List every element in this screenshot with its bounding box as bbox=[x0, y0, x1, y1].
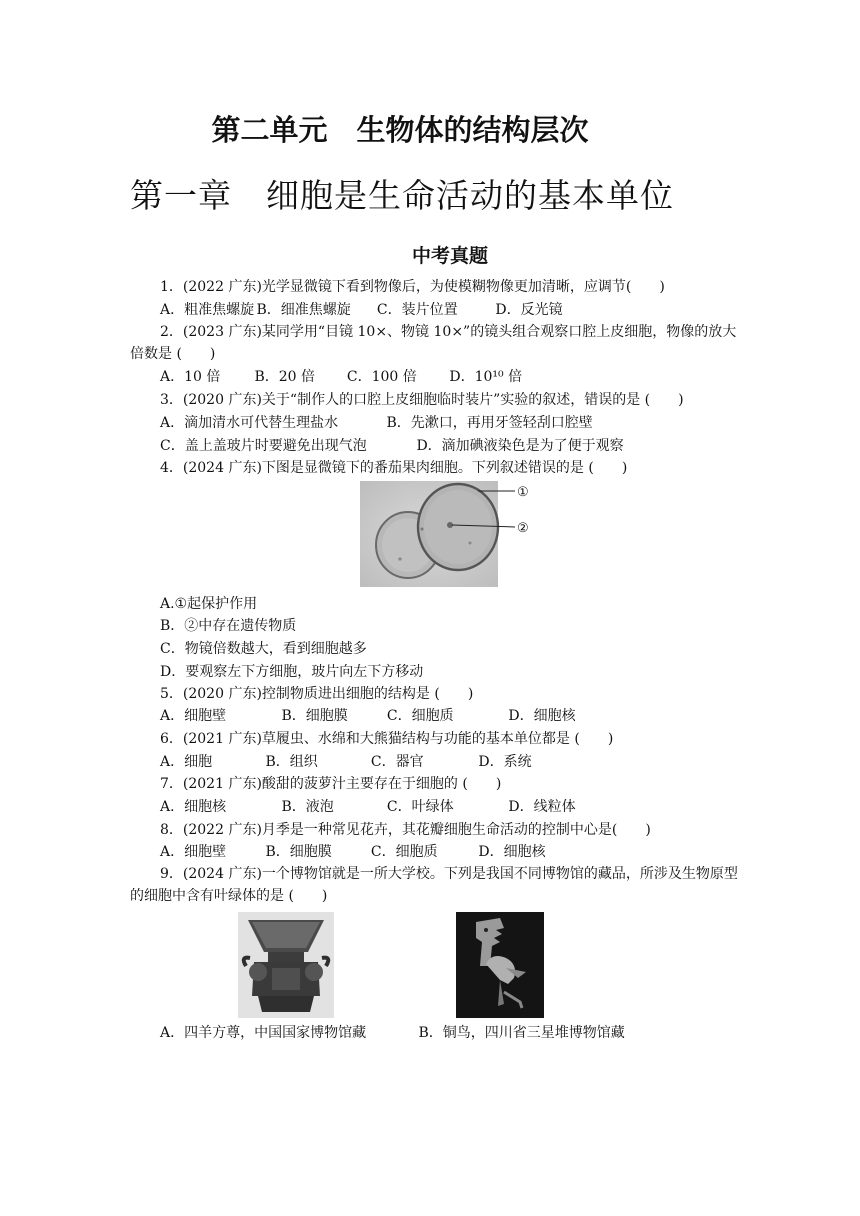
question-1-options bbox=[160, 299, 563, 321]
question-8-options bbox=[160, 841, 546, 863]
chapter-title: 第一章 细胞是生命活动的基本单位 bbox=[130, 176, 674, 215]
option-a: A．滴加清水可代替生理盐水 bbox=[160, 415, 339, 431]
question-3-options-row1 bbox=[160, 412, 593, 434]
question-8-stem: 8．(2022 广东)月季是一种常见花卉，其花瓣细胞生命活动的控制中心是( ) bbox=[160, 822, 651, 838]
question-6-options bbox=[160, 751, 532, 773]
question-5-stem: 5．(2020 广东)控制物质进出细胞的结构是 ( ) bbox=[160, 686, 474, 702]
option-d: D．10¹⁰ 倍 bbox=[449, 369, 523, 385]
option-a: A．细胞核 bbox=[160, 799, 227, 815]
option-c: C．细胞质 bbox=[386, 708, 454, 724]
option-b: B．细胞膜 bbox=[281, 708, 348, 724]
option-a: A．细胞壁 bbox=[160, 708, 227, 724]
question-4-option-a: A.①起保护作用 bbox=[160, 596, 258, 612]
option-d: D．滴加碘液染色是为了便于观察 bbox=[416, 438, 624, 454]
option-a: A．细胞 bbox=[160, 754, 213, 770]
question-7-options bbox=[160, 796, 576, 818]
option-b: B．液泡 bbox=[281, 799, 334, 815]
option-b: B．细准焦螺旋 bbox=[256, 302, 351, 318]
question-5-options bbox=[160, 705, 576, 727]
question-3-stem: 3．(2020 广东)关于“制作人的口腔上皮细胞临时装片”实验的叙述，错误的是 ( ) bbox=[160, 392, 684, 408]
option-b: B．组织 bbox=[265, 754, 318, 770]
question-2-stem: 2．(2023 广东)某同学用“目镜 10×、物镜 10×”的镜头组合观察口腔上皮细胞，物像的放大倍数是 ( ) bbox=[130, 324, 737, 362]
option-b: B．20 倍 bbox=[254, 369, 316, 385]
option-c: C．器官 bbox=[370, 754, 424, 770]
question-9-options bbox=[160, 1022, 625, 1042]
figure-label-1: ① bbox=[517, 485, 529, 500]
option-a: A．粗准焦螺旋 bbox=[160, 302, 255, 318]
question-2-options bbox=[160, 366, 522, 388]
question-4-stem: 4．(2024 广东)下图是显微镜下的番茄果肉细胞。下列叙述错误的是 ( ) bbox=[160, 460, 628, 476]
question-7-stem: 7．(2021 广东)酸甜的菠萝汁主要存在于细胞的 ( ) bbox=[160, 776, 502, 792]
option-c: C．装片位置 bbox=[376, 302, 458, 318]
question-6-stem: 6．(2021 广东)草履虫、水绵和大熊猫结构与功能的基本单位都是 ( ) bbox=[160, 731, 614, 747]
question-3-options-row2 bbox=[160, 435, 624, 457]
figure-label-2: ② bbox=[517, 521, 529, 536]
option-c: C．细胞质 bbox=[370, 844, 438, 860]
tomato-cell-micrograph bbox=[360, 481, 530, 587]
option-a: A．细胞壁 bbox=[160, 844, 227, 860]
option-a: A．10 倍 bbox=[160, 369, 221, 385]
option-b: B．细胞膜 bbox=[265, 844, 332, 860]
option-c: C．叶绿体 bbox=[386, 799, 454, 815]
question-4-option-d: D．要观察左下方细胞，玻片向左下方移动 bbox=[160, 664, 424, 680]
option-d: D．细胞核 bbox=[478, 844, 546, 860]
bronze-bird-photo bbox=[456, 912, 544, 1018]
option-b: B．铜鸟，四川省三星堆博物馆藏 bbox=[418, 1025, 625, 1041]
option-a: A．四羊方尊，中国国家博物馆藏 bbox=[160, 1025, 367, 1041]
option-c: C．盖上盖玻片时要避免出现气泡 bbox=[160, 438, 367, 454]
question-4-option-b: B．②中存在遗传物质 bbox=[160, 618, 297, 634]
question-4-option-c: C．物镜倍数越大，看到细胞越多 bbox=[160, 641, 367, 657]
option-b: B．先漱口，再用牙签轻刮口腔壁 bbox=[386, 415, 593, 431]
option-d: D．线粒体 bbox=[508, 799, 576, 815]
question-9-stem: 9．(2024 广东)一个博物馆就是一所大学校。下列是我国不同博物馆的藏品，所涉及生物原型的细胞中含有叶绿体的是 ( ) bbox=[130, 866, 738, 904]
option-d: D．反光镜 bbox=[495, 302, 563, 318]
four-goat-square-zun-photo bbox=[238, 912, 334, 1018]
question-1-stem: 1．(2022 广东)光学显微镜下看到物像后，为使模糊物像更加清晰，应调节( ) bbox=[160, 279, 665, 295]
section-title: 中考真题 bbox=[411, 245, 488, 267]
option-d: D．细胞核 bbox=[508, 708, 576, 724]
option-d: D．系统 bbox=[478, 754, 532, 770]
option-c: C．100 倍 bbox=[346, 369, 417, 385]
unit-title: 第二单元 生物体的结构层次 bbox=[211, 113, 589, 147]
